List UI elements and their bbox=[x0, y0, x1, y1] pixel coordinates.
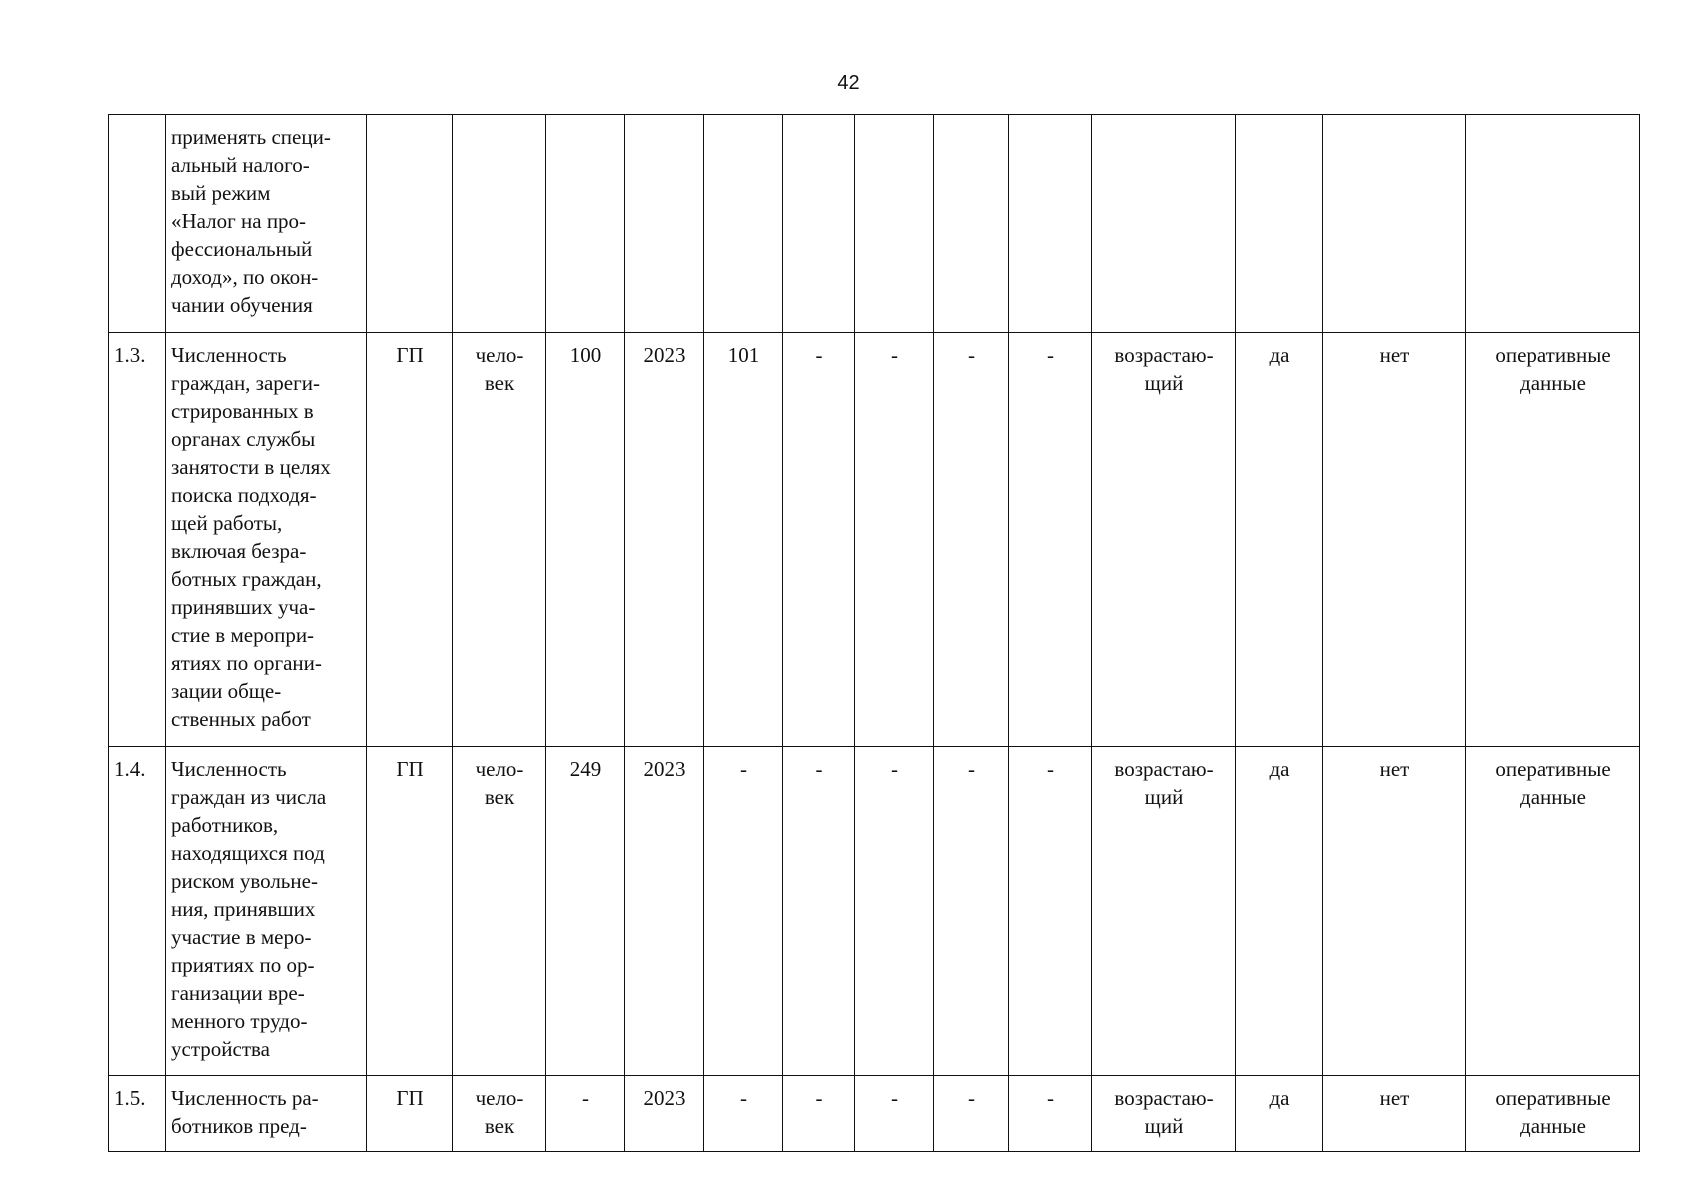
indicator-name bbox=[166, 1076, 367, 1152]
flag-cell bbox=[1236, 115, 1323, 333]
flag-cell bbox=[1323, 747, 1466, 1076]
table-row bbox=[109, 115, 1640, 333]
indicator-level-text: ГП bbox=[396, 757, 424, 781]
base-year-cell-text: 2023 bbox=[643, 343, 686, 367]
unit-cell bbox=[453, 747, 546, 1076]
flag-cell-text: да bbox=[1269, 757, 1290, 781]
base-year-cell bbox=[625, 747, 704, 1076]
value-cell bbox=[855, 333, 934, 747]
value-cell bbox=[704, 333, 783, 747]
value-cell-text: - bbox=[968, 757, 975, 781]
indicator-name-text: применять специ- альный налого- вый режим «Налог на про- фессиональный доход», по окон- чании обучения bbox=[171, 125, 331, 317]
value-cell-text: - bbox=[815, 757, 823, 781]
trend-cell bbox=[1092, 115, 1236, 333]
indicator-name bbox=[166, 115, 367, 333]
row-number-text: 1.3. bbox=[114, 343, 146, 367]
flag-cell bbox=[1323, 1076, 1466, 1152]
value-cell bbox=[783, 333, 855, 747]
indicator-name bbox=[166, 333, 367, 747]
flag-cell-text: да bbox=[1269, 1086, 1290, 1110]
flag-cell-text: нет bbox=[1379, 1086, 1410, 1110]
flag-cell bbox=[1236, 1076, 1323, 1152]
source-cell bbox=[1466, 115, 1640, 333]
value-cell bbox=[704, 1076, 783, 1152]
indicator-name bbox=[166, 747, 367, 1076]
base-value-cell-text: - bbox=[582, 1086, 589, 1110]
value-cell bbox=[934, 1076, 1009, 1152]
flag-cell-text: нет bbox=[1379, 757, 1410, 781]
unit-cell-text: чело- век bbox=[475, 757, 524, 809]
row-number bbox=[109, 1076, 166, 1152]
page-number: 42 bbox=[837, 72, 860, 94]
trend-cell-text: возрастаю- щий bbox=[1114, 1086, 1214, 1138]
row-number bbox=[109, 747, 166, 1076]
base-value-cell bbox=[546, 747, 625, 1076]
base-year-cell bbox=[625, 115, 704, 333]
value-cell-text: - bbox=[891, 343, 898, 367]
base-value-cell bbox=[546, 333, 625, 747]
base-value-cell-text: 100 bbox=[569, 343, 602, 367]
indicator-level-text: ГП bbox=[396, 343, 424, 367]
flag-cell bbox=[1323, 115, 1466, 333]
source-cell bbox=[1466, 333, 1640, 747]
row-number bbox=[109, 115, 166, 333]
value-cell bbox=[934, 333, 1009, 747]
table-row bbox=[109, 1076, 1640, 1152]
flag-cell bbox=[1236, 333, 1323, 747]
row-number bbox=[109, 333, 166, 747]
value-cell-text: 101 bbox=[727, 343, 760, 367]
unit-cell bbox=[453, 1076, 546, 1152]
indicator-level bbox=[367, 1076, 453, 1152]
value-cell bbox=[855, 747, 934, 1076]
row-number-text: 1.4. bbox=[114, 757, 146, 781]
source-cell-text: оперативные данные bbox=[1495, 757, 1611, 809]
value-cell-text: - bbox=[1047, 757, 1054, 781]
row-number-text: 1.5. bbox=[114, 1086, 146, 1110]
base-year-cell-text: 2023 bbox=[643, 757, 686, 781]
value-cell-text: - bbox=[815, 343, 823, 367]
flag-cell-text: да bbox=[1269, 343, 1290, 367]
base-value-cell bbox=[546, 1076, 625, 1152]
trend-cell bbox=[1092, 747, 1236, 1076]
value-cell bbox=[704, 747, 783, 1076]
source-cell-text: оперативные данные bbox=[1495, 1086, 1611, 1138]
value-cell-text: - bbox=[815, 1086, 823, 1110]
unit-cell-text: чело- век bbox=[475, 343, 524, 395]
value-cell bbox=[934, 115, 1009, 333]
value-cell bbox=[1009, 747, 1092, 1076]
value-cell bbox=[934, 747, 1009, 1076]
base-year-cell-text: 2023 bbox=[643, 1086, 686, 1110]
value-cell bbox=[1009, 333, 1092, 747]
indicator-name-text: Численность граждан, зареги- стрированных в органах службы занятости в целях поиска подходя- щей работы, включая безра- ботных граждан, принявших уча- стие в меропри- ятиях по органи- зации обще- ственных работ bbox=[171, 343, 331, 731]
value-cell bbox=[1009, 115, 1092, 333]
value-cell-text: - bbox=[1047, 1086, 1054, 1110]
flag-cell-text: нет bbox=[1379, 343, 1410, 367]
table-row bbox=[109, 333, 1640, 747]
indicator-level bbox=[367, 333, 453, 747]
flag-cell bbox=[1236, 747, 1323, 1076]
value-cell-text: - bbox=[968, 1086, 975, 1110]
base-year-cell bbox=[625, 1076, 704, 1152]
indicator-name-text: Численность ра- ботников пред- bbox=[171, 1086, 319, 1138]
unit-cell bbox=[453, 333, 546, 747]
indicator-level bbox=[367, 115, 453, 333]
indicator-name-text: Численность граждан из числа работников, находящихся под риском увольне- ния, принявших участие в меро- приятиях по ор- ганизации вре- менного трудо- устройства bbox=[171, 757, 327, 1061]
value-cell bbox=[1009, 1076, 1092, 1152]
source-cell bbox=[1466, 747, 1640, 1076]
value-cell-text: - bbox=[1047, 343, 1054, 367]
trend-cell bbox=[1092, 1076, 1236, 1152]
flag-cell bbox=[1323, 333, 1466, 747]
base-value-cell-text: 249 bbox=[569, 757, 602, 781]
value-cell-text: - bbox=[740, 1086, 747, 1110]
value-cell-text: - bbox=[891, 1086, 898, 1110]
indicators-table bbox=[108, 114, 1640, 1152]
trend-cell bbox=[1092, 333, 1236, 747]
value-cell-text: - bbox=[891, 757, 898, 781]
value-cell bbox=[855, 1076, 934, 1152]
table-row bbox=[109, 747, 1640, 1076]
trend-cell-text: возрастаю- щий bbox=[1114, 757, 1214, 809]
trend-cell-text: возрастаю- щий bbox=[1114, 343, 1214, 395]
source-cell bbox=[1466, 1076, 1640, 1152]
unit-cell-text: чело- век bbox=[475, 1086, 524, 1138]
base-value-cell bbox=[546, 115, 625, 333]
base-year-cell bbox=[625, 333, 704, 747]
value-cell bbox=[783, 115, 855, 333]
source-cell-text: оперативные данные bbox=[1495, 343, 1611, 395]
value-cell-text: - bbox=[740, 757, 747, 781]
value-cell-text: - bbox=[968, 343, 975, 367]
indicator-level-text: ГП bbox=[396, 1086, 424, 1110]
value-cell bbox=[783, 1076, 855, 1152]
value-cell bbox=[704, 115, 783, 333]
unit-cell bbox=[453, 115, 546, 333]
value-cell bbox=[783, 747, 855, 1076]
indicator-level bbox=[367, 747, 453, 1076]
value-cell bbox=[855, 115, 934, 333]
